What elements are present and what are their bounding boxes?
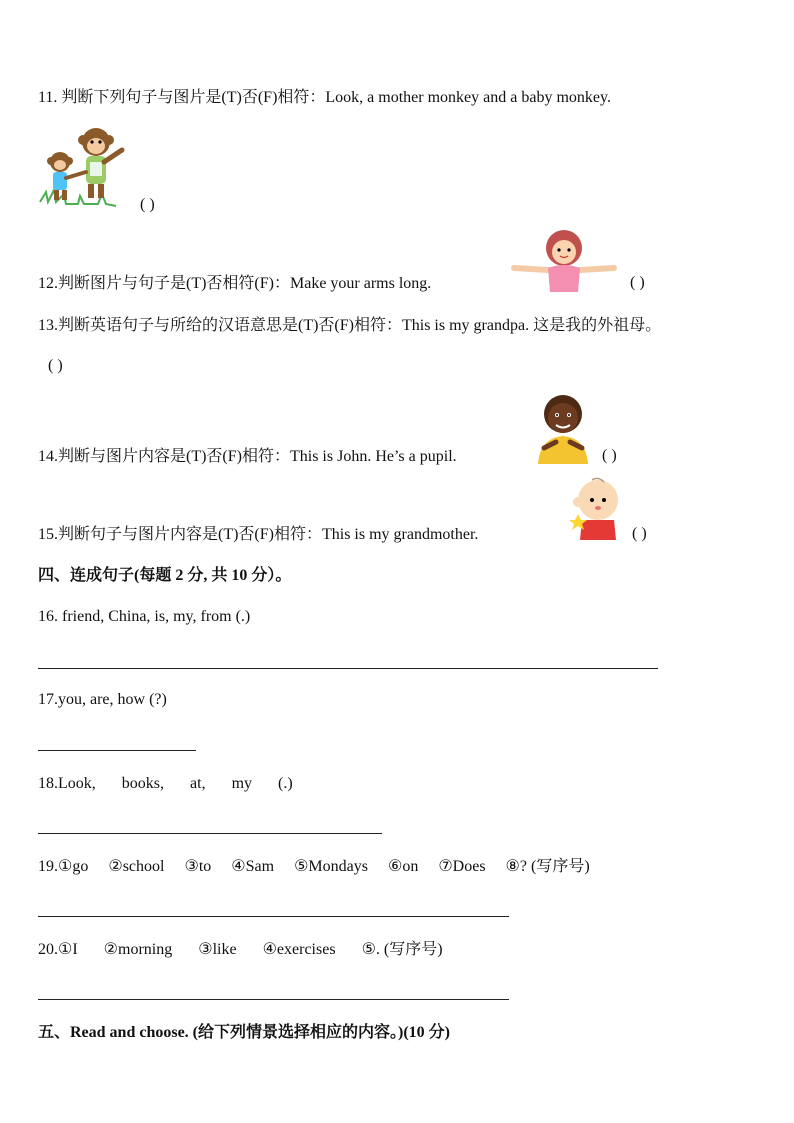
q19-word: ②school (108, 858, 165, 875)
q19-word: ⑤Mondays (294, 858, 368, 875)
q18-word: at, (190, 775, 206, 792)
q19-word: 19.①go (38, 858, 89, 875)
q14-text: 14.判断与图片内容是(T)否(F)相符：This is John. He’s a pupil. (38, 448, 457, 465)
section5-title: 五、Read and choose. (给下列情景选择相应的内容。)(10 分) (38, 1024, 450, 1041)
q16-answer-line[interactable] (38, 668, 658, 669)
q20-word: ④exercises (262, 941, 336, 958)
q17-text: 17.you, are, how (?) (38, 691, 167, 708)
q17-answer-line[interactable] (38, 750, 196, 751)
q12-text: 12.判断图片与句子是(T)否相符(F)：Make your arms long. (38, 275, 432, 292)
q18-word: 18.Look, (38, 775, 96, 792)
q16-text: 16. friend, China, is, my, from (.) (38, 608, 251, 625)
q19-word: ⑦Does (438, 858, 486, 875)
boy-john-picture (532, 390, 594, 464)
q20-word: 20.①I (38, 941, 78, 958)
q12-answer-parentheses[interactable]: ( ) (630, 274, 645, 291)
q18-word: books, (121, 775, 165, 792)
q20-answer-line[interactable] (38, 999, 509, 1000)
q19-word: ③to (184, 858, 212, 875)
q18-text (38, 774, 293, 794)
q19-word: ⑥on (387, 858, 419, 875)
q11-text: 11. 判断下列句子与图片是(T)否(F)相符：Look, a mother monkey and a baby monkey. (38, 89, 611, 106)
q20-word: ⑤. (写序号) (361, 941, 443, 958)
q15-text: 15.判断句子与图片内容是(T)否(F)相符：This is my grandmother. (38, 526, 479, 543)
q13-text: 13.判断英语句子与所给的汉语意思是(T)否(F)相符：This is my grandpa. 这是我的外祖母。 (38, 317, 662, 334)
section4-title: 四、连成句子(每题 2 分, 共 10 分）。 (38, 567, 292, 584)
q18-word: (.) (278, 775, 293, 792)
baby-picture (562, 476, 624, 544)
q19-word: ④Sam (231, 858, 275, 875)
monkeys-picture (38, 122, 128, 208)
q14-answer-parentheses[interactable]: ( ) (602, 447, 617, 464)
q15-answer-parentheses[interactable]: ( ) (632, 525, 647, 542)
q19-text (38, 857, 590, 877)
q13-answer-parentheses[interactable]: ( ) (48, 357, 63, 374)
q20-text (38, 940, 443, 960)
girl-arms-out-picture (508, 228, 620, 294)
q19-answer-line[interactable] (38, 916, 509, 917)
q11-answer-parentheses[interactable]: ( ) (140, 196, 155, 213)
q20-word: ②morning (103, 941, 173, 958)
q18-answer-line[interactable] (38, 833, 382, 834)
q19-word: ⑧? (写序号) (505, 858, 590, 875)
q20-word: ③like (198, 941, 237, 958)
q18-word: my (231, 775, 253, 792)
